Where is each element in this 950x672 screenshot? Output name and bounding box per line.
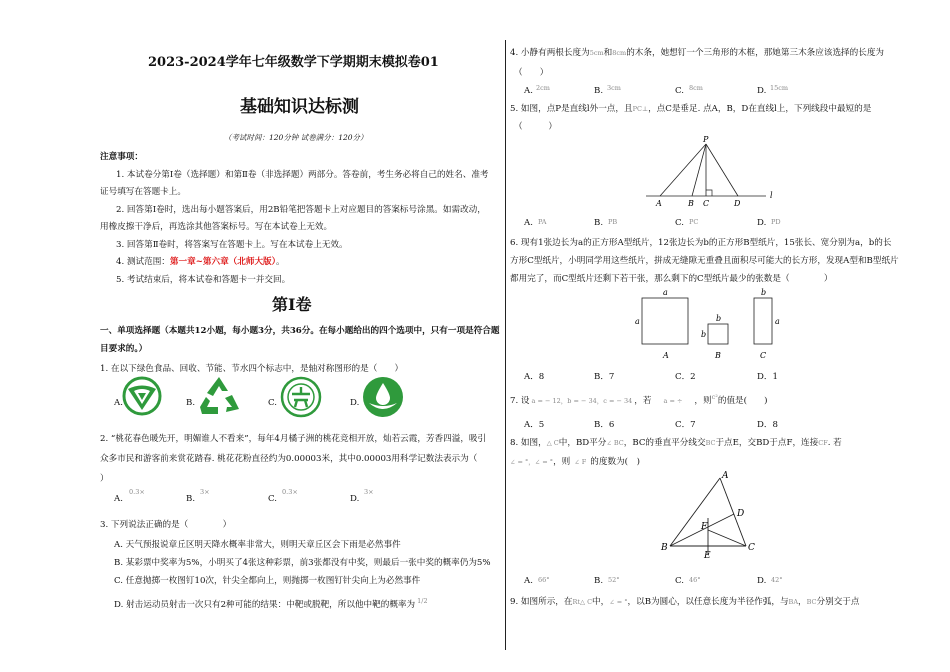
- q3-option-b: B. 某彩票中奖率为5%，小明买了4张这种彩票，前3张都没有中奖，则最后一张中奖的概率仍为5%: [114, 558, 491, 568]
- section-heading-b: 目要求的。）: [100, 344, 148, 354]
- q3-option-d-text: D. 射击运动员射击一次只有2种可能的结果：中靶或脱靶，所以他中靶的概率为: [114, 600, 416, 610]
- q5-stem-b: ，点C是垂足. 点A，B，D在直线l上，下列线段中最短的是: [648, 104, 872, 114]
- q8-angle-1: ∠ BC: [606, 439, 624, 447]
- q8-label-b: B: [661, 543, 668, 553]
- q6-label-a-left: a: [635, 317, 640, 326]
- q1-option-a-label: A.: [114, 398, 123, 408]
- q4-value-d: 15cm: [770, 84, 789, 92]
- q6-option-b: B．7: [594, 372, 615, 382]
- q5-label-a: A: [656, 199, 662, 208]
- q8-stem-a: 8. 如图，: [510, 438, 547, 448]
- exam-info: （考试时间：120分钟 试卷满分：120分）: [224, 133, 368, 142]
- q5-label-l: l: [770, 191, 773, 200]
- q8-target-angle: ∠ F: [574, 458, 587, 466]
- q5-perpendicular: PC⊥: [632, 105, 649, 113]
- q5-option-b: B.: [594, 218, 604, 228]
- note-3: 3. 回答第Ⅱ卷时，将答案写在答题卡上。写在本试卷上无效。: [116, 240, 348, 250]
- q7-option-b: B．6: [594, 420, 615, 430]
- q1-stem: 1. 在以下绿色食品、回收、节能、节水四个标志中，是轴对称图形的是（ ）: [100, 364, 404, 374]
- q4-value-c: 8cm: [689, 84, 703, 92]
- q8-option-a: A.: [524, 576, 533, 586]
- recycle-icon: [196, 374, 242, 421]
- q6-caption-a: A: [663, 351, 669, 360]
- q8-value-a: 66°: [538, 576, 550, 584]
- note-4-prefix: 4. 测试范围：: [116, 257, 170, 267]
- q1-option-c-label: C.: [268, 398, 278, 408]
- water-saving-icon: [362, 376, 404, 421]
- q2-option-b: B.: [186, 494, 196, 504]
- q4-value-b: 3cm: [607, 84, 621, 92]
- q8-given-angles: ∠ = °，∠ = °: [510, 458, 554, 466]
- q8-stem-e: . 若: [827, 438, 842, 448]
- q8-stem-g: 的度数为( ): [590, 457, 640, 467]
- note-2a: 2. 回答第Ⅰ卷时，选出每小题答案后，用2B铅笔把答题卡上对应题目的答案标号涂黑。如需改动，: [116, 205, 486, 215]
- q3-option-c: C. 任意抛掷一枚图钉10次，针尖全都向上，则抛掷一枚图钉针尖向上为必然事件: [114, 576, 421, 586]
- q5-value-c: PC: [689, 218, 699, 226]
- q6-rectangle-c: [754, 298, 772, 344]
- q4-option-c: C.: [675, 86, 685, 96]
- exam-title: 2023-2024学年七年级数学下学期期末模拟卷01: [148, 55, 439, 70]
- section-heading-a: 一、单项选择题（本题共12小题，每小题3分，共36分。在每小题给出的四个选项中，只有一项是符合题: [100, 326, 500, 336]
- note-4: [116, 255, 285, 267]
- q2-value-a: 0.3×: [129, 488, 145, 496]
- q8-side: BC: [705, 439, 716, 447]
- q8-stem-f: ，则: [553, 457, 571, 467]
- q6-label-c-right: a: [775, 317, 780, 326]
- column-divider: [505, 40, 506, 650]
- q8-label-d: D: [737, 509, 745, 519]
- q8-option-d: D.: [757, 576, 767, 586]
- q2-option-c: C.: [268, 494, 278, 504]
- q8-stem-b: 中，BD平分: [558, 438, 607, 448]
- note-5: 5. 考试结束后，将本试卷和答题卡一并交回。: [116, 275, 291, 285]
- q6-figure: [630, 286, 790, 362]
- q5-label-d: D: [734, 199, 741, 208]
- q9-stem-e: 分别交于点: [816, 597, 860, 607]
- q9-stem-d: ，: [798, 597, 807, 607]
- energy-saving-icon: [280, 376, 322, 421]
- q4-paren: （ ）: [514, 68, 549, 78]
- q8-label-c: C: [748, 543, 755, 553]
- q2-value-c: 0.3×: [282, 488, 298, 496]
- q5-label-c: C: [703, 199, 710, 208]
- q5-value-a: PA: [538, 218, 547, 226]
- q8-segment-cf-line: [708, 530, 746, 546]
- q5-right-angle-mark: [706, 190, 712, 196]
- q2-stem-c: ）: [100, 474, 109, 484]
- q9-angle: ∠ = °: [609, 598, 628, 606]
- q7-stem-c: ，则: [694, 396, 712, 406]
- q8-label-e: E: [704, 551, 711, 560]
- q4-option-b: B.: [594, 86, 604, 96]
- q4-length-1: 5cm: [589, 49, 604, 57]
- q7-stem-a: 7. 设: [510, 396, 530, 406]
- q6-label-b-left: b: [701, 330, 707, 339]
- q5-option-c: C.: [675, 218, 685, 228]
- q4-stem-c: 的木条，她想钉一个三角形的木框，那她第三木条应该选择的长度为: [626, 48, 885, 58]
- q1-option-d-label: D.: [350, 398, 360, 408]
- section-title: 第Ⅰ卷: [272, 295, 312, 314]
- q6-caption-c: C: [760, 351, 767, 360]
- q2-value-d: 3×: [364, 488, 374, 496]
- q8-side-ab: [670, 478, 720, 546]
- q7-option-c: C．7: [675, 420, 696, 430]
- q6-stem-a: 6. 现有1张边长为a的正方形A型纸片，12张边长为b的正方形B型纸片，15张长、宽分别为a，b的长: [510, 238, 892, 248]
- q4-option-a: A.: [524, 86, 533, 96]
- q4-value-a: 2cm: [536, 84, 550, 92]
- q3-stem: 3. 下列说法正确的是（ ）: [100, 520, 232, 530]
- q5-figure: [642, 132, 782, 212]
- q8-triangle: △ C: [546, 439, 559, 447]
- q6-option-c: C．2: [675, 372, 696, 382]
- test-range: 第一章~第六章（北师大版）: [169, 257, 276, 267]
- q6-option-d: D．1: [757, 372, 778, 382]
- q6-label-c-top: b: [761, 288, 767, 297]
- q6-stem-b: 方形C型纸片，小明同学用这些纸片，拼成无缝隙无重叠且面积尽可能大的长方形，发现A型和B型纸片: [510, 256, 899, 266]
- q6-caption-b: B: [715, 351, 721, 360]
- q2-value-b: 3×: [200, 488, 210, 496]
- q5-label-b: B: [688, 199, 694, 208]
- note-1b: 证号填写在答题卡上。: [100, 187, 186, 197]
- exam-subtitle: 基础知识达标测: [240, 97, 359, 117]
- q1-option-b-label: B.: [186, 398, 196, 408]
- q6-label-b-top: b: [716, 314, 722, 323]
- q7-option-a: A．5: [524, 420, 545, 430]
- q7-expression: c²: [711, 393, 718, 401]
- q8-label-f: F: [701, 522, 708, 532]
- q3-option-a: A. 天气预报说章丘区明天降水概率非常大，则明天章丘区会下雨是必然事件: [114, 540, 401, 550]
- q2-option-a: A.: [114, 494, 123, 504]
- q6-stem-c: 都用完了，而C型纸片还剩下若干张，那么剩下的C型纸片最少的张数是（ ）: [510, 274, 833, 284]
- q5-label-p: P: [703, 135, 709, 144]
- q4-stem-a: 4. 小静有两根长度为: [510, 48, 590, 58]
- q7-condition: a = ÷: [663, 397, 683, 405]
- q8-figure: [658, 468, 768, 560]
- q8-option-c: C.: [675, 576, 685, 586]
- q5-segment-pd: [706, 144, 738, 196]
- q8-stem-line1: [510, 436, 842, 448]
- q8-value-d: 42°: [771, 576, 783, 584]
- q3-fraction: 1/2: [417, 597, 428, 605]
- q4-length-2: 8cm: [612, 49, 627, 57]
- q6-square-a: [642, 298, 688, 344]
- q5-option-a: A.: [524, 218, 533, 228]
- note-1a: 1. 本试卷分第Ⅰ卷（选择题）和第Ⅱ卷（非选择题）两部分。答卷前，考生务必将自己的姓名、准考: [116, 170, 489, 180]
- q6-square-b: [708, 324, 728, 344]
- q8-option-b: B.: [594, 576, 604, 586]
- q5-option-d: D.: [757, 218, 767, 228]
- q8-stem-line2: [510, 455, 640, 467]
- q5-paren: （ ）: [514, 122, 557, 132]
- q4-stem: [510, 46, 884, 58]
- q2-stem-b: 众多市民和游客前来赏花踏春. 桃花花粉直径约为0.00003米，其中0.00003用科学记数法表示为（: [100, 454, 478, 464]
- q5-stem: [510, 102, 871, 114]
- q7-stem: [510, 394, 768, 406]
- q6-label-a-top: a: [663, 288, 668, 297]
- q8-stem-d: 于点E，交BD于点F，连接: [715, 438, 819, 448]
- q8-value-c: 46°: [689, 576, 701, 584]
- q9-stem-a: 9. 如图所示，在: [510, 597, 573, 607]
- q7-stem-d: 的值是( ): [717, 396, 768, 406]
- q9-side-ba: BA: [788, 598, 799, 606]
- q5-value-d: PD: [771, 218, 781, 226]
- q9-side-bc: BC: [806, 598, 817, 606]
- q7-values: a = − 12，b = − 34，c = − 34: [531, 397, 633, 405]
- q8-value-b: 52°: [608, 576, 620, 584]
- q5-stem-a: 5. 如图，点P是直线l外一点，且: [510, 104, 633, 114]
- q6-option-a: A．8: [524, 372, 545, 382]
- note-4-suffix: 。: [275, 257, 285, 267]
- q2-option-d: D.: [350, 494, 360, 504]
- q3-option-d: [114, 598, 428, 610]
- q4-stem-b: 和: [603, 48, 613, 58]
- q8-segment-cf: CF: [818, 439, 828, 447]
- green-food-logo-icon: [122, 376, 162, 419]
- notes-heading: 注意事项：: [100, 152, 143, 162]
- q9-stem-c: ，以B为圆心，以任意长度为半径作弧，与: [627, 597, 789, 607]
- q5-value-b: PB: [608, 218, 618, 226]
- q9-stem-b: 中，: [592, 597, 610, 607]
- q4-option-d: D.: [757, 86, 767, 96]
- q8-stem-c: ，BC的垂直平分线交: [623, 438, 706, 448]
- q7-option-d: D．8: [757, 420, 778, 430]
- q8-label-a: A: [722, 471, 729, 481]
- q2-stem-a: 2. “桃花春色暖先开，明媚谁人不看来”，每年4月橘子洲的桃花竞相开放，灿若云霞，芳香四溢，吸引: [100, 434, 487, 444]
- q7-stem-b: ，若: [634, 396, 652, 406]
- q9-stem: [510, 595, 860, 607]
- q9-triangle: Rt△ C: [572, 598, 593, 606]
- note-2b: 用橡皮擦干净后，再选涂其他答案标号。写在本试卷上无效。: [100, 222, 333, 232]
